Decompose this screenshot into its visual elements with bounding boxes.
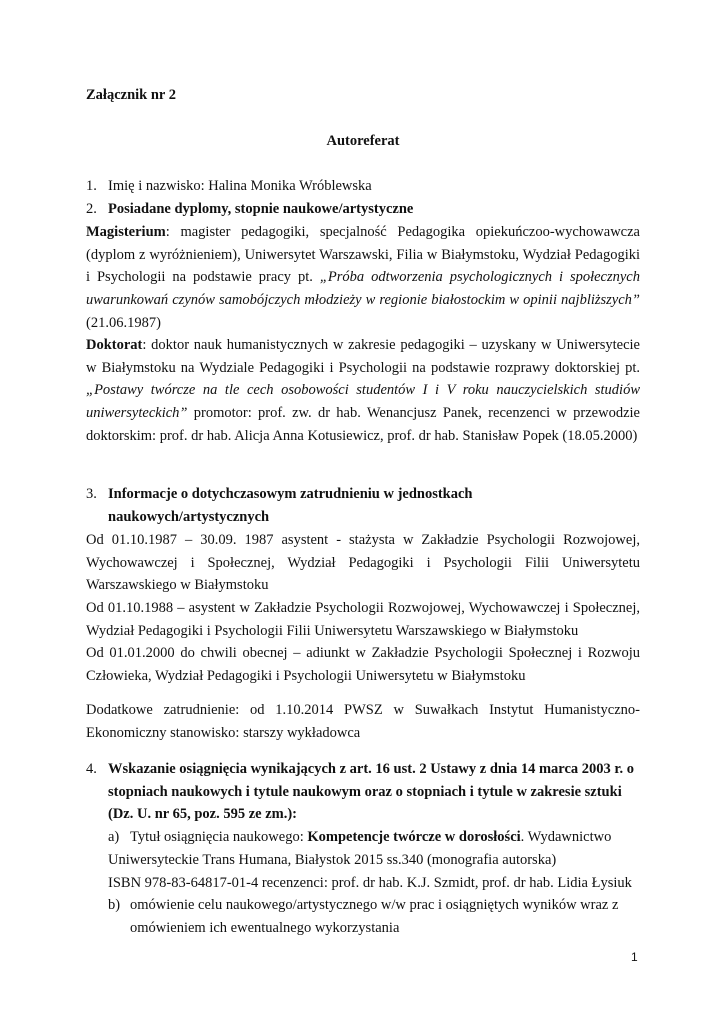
- item-a-prefix: Tytuł osiągnięcia naukowego:: [130, 829, 308, 845]
- achievement-title: Kompetencje twórcze w dorosłości: [307, 829, 521, 845]
- item-b-line2: omówieniem ich ewentualnego wykorzystania: [130, 920, 400, 936]
- employment-entry-1: Od 01.10.1987 – 30.09. 1987 asystent - stażysta w Zakładzie Psychologii Rozwojowej, Wychowawczej i Społecznej, Wydział Pedagogiki i Psychologii Filii Uniwersytetu Warszawskiego w Białymstoku: [86, 532, 640, 594]
- attachment-label: Załącznik nr 2: [86, 87, 176, 103]
- page-number: 1: [631, 950, 638, 964]
- item-a-label: a): [108, 829, 120, 845]
- item-a-line3: ISBN 978-83-64817-01-4 recenzenci: prof. dr hab. K.J. Szmidt, prof. dr hab. Lidia Łysiuk: [108, 875, 632, 891]
- section-2-title: Posiadane dyplomy, stopnie naukowe/artystyczne: [108, 201, 414, 217]
- section-4-heading: [86, 758, 640, 826]
- item-a-line1: [130, 826, 611, 849]
- magisterium-thesis-title: „Próba odtworzenia psychologicznych i społecznych uwarunkowań czynów samobójczych młodzieży w regionie białostockim w opinii najbliższych”: [86, 269, 640, 309]
- doktorat-details: promotor: prof. zw. dr hab. Wenancjusz Panek, recenzenci w przewodzie doktorskim: prof. dr hab. Alicja Anna Kotusiewicz, prof. dr hab. Stanisław Popek (18.05.2000): [86, 405, 640, 444]
- employment-entry-2: Od 01.10.1988 – asystent w Zakładzie Psychologii Rozwojowej, Wychowawczej i Społecznej, Wydział Pedagogiki i Psychologii Filii Uniwersytetu Warszawskiego w Białymstoku: [86, 600, 640, 639]
- item-b-line1: omówienie celu naukowego/artystycznego w/w prac i osiągniętych wyników wraz z: [130, 897, 619, 913]
- doktorat-thesis-title: „Postawy twórcze na tle cech osobowości studentów I i V roku nauczycielskich studiów uniwersyteckich”: [86, 382, 640, 422]
- section-3-title-line1: Informacje o dotychczasowym zatrudnieniu w jednostkach: [108, 486, 473, 502]
- employment-entry-3: Od 01.01.2000 do chwili obecnej – adiunkt w Zakładzie Psychologii Społecznej i Rozwoju Człowieka, Wydział Pedagogiki i Psychologii Uniwersytetu w Białymstoku: [86, 645, 640, 684]
- item-b-label: b): [108, 897, 121, 913]
- doktorat-paragraph: [86, 334, 640, 448]
- section-3-number: 3.: [86, 486, 97, 502]
- section-4-number: 4.: [86, 761, 97, 777]
- section-2-number: 2.: [86, 201, 97, 217]
- doktorat-text: : doktor nauk humanistycznych w zakresie pedagogiki – uzyskany w Uniwersytecie w Białymstoku na Wydziale Pedagogiki i Psychologii na podstawie rozprawy doktorskiej pt.: [86, 337, 640, 376]
- item-a-publisher-start: . Wydawnictwo: [520, 829, 612, 845]
- magisterium-paragraph: [86, 221, 640, 335]
- magisterium-label: Magisterium: [86, 224, 166, 240]
- section-1-number: 1.: [86, 178, 97, 194]
- section-1: [86, 175, 640, 198]
- section-4-title: Wskazanie osiągnięcia wynikających z art. 16 ust. 2 Ustawy z dnia 14 marca 2003 r. o stopniach naukowych i tytule naukowym oraz o stopniach i tytule w zakresie sztuki (Dz. U. nr 65, poz. 595 ze zm.):: [108, 761, 635, 823]
- doktorat-label: Doktorat: [86, 337, 143, 353]
- additional-employment: Dodatkowe zatrudnienie: od 1.10.2014 PWSZ w Suwałkach Instytut Humanistyczno-Ekonomiczny stanowisko: starszy wykładowca: [86, 702, 640, 741]
- item-a-line2: Uniwersyteckie Trans Humana, Białystok 2015 ss.340 (monografia autorska): [108, 852, 557, 868]
- magisterium-text: : magister pedagogiki, specjalność Pedagogika opiekuńczoo-wychowawcza (dyplom z wyróżnieniem), Uniwersytet Warszawski, Filia w Białymstoku, Wydział Pedagogiki i Psychologii na podstawie pracy pt.: [86, 224, 640, 286]
- section-1-text: Imię i nazwisko: Halina Monika Wróblewska: [108, 178, 372, 194]
- page-title: Autoreferat: [326, 133, 400, 149]
- section-3-heading: [86, 483, 640, 528]
- section-2-heading: [86, 198, 640, 221]
- magisterium-date: (21.06.1987): [86, 314, 161, 331]
- section-3-title-line2: naukowych/artystycznych: [108, 508, 270, 525]
